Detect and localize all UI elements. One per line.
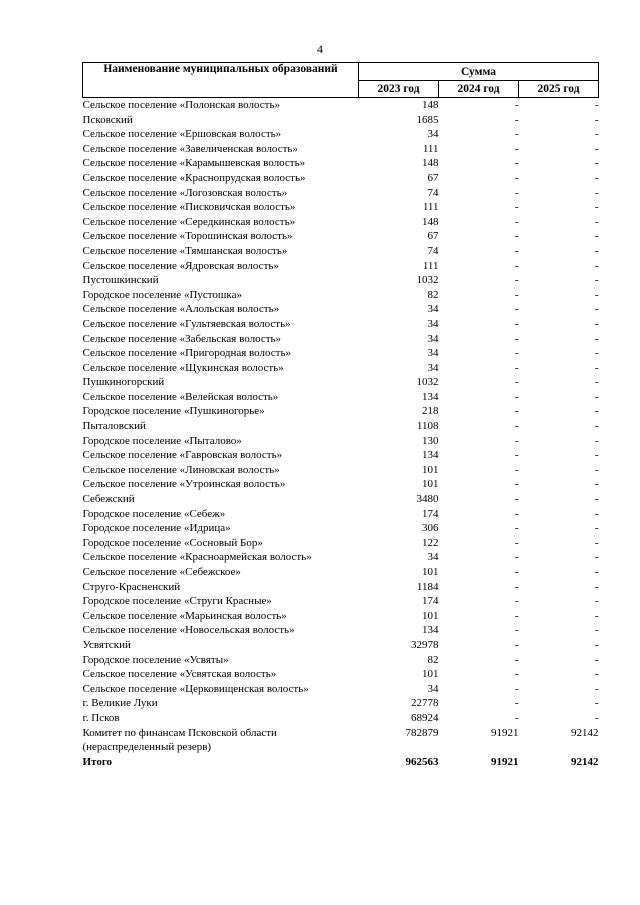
row-value-2025: - (594, 171, 599, 184)
row-value-2023: 101 (422, 566, 439, 578)
table-row (83, 142, 599, 157)
table-row (83, 200, 599, 215)
row-value-2024: - (514, 142, 519, 155)
row-value-2025: - (594, 493, 599, 506)
table-row (83, 229, 599, 244)
row-value-2025: - (594, 274, 599, 287)
row-value-2025: - (594, 463, 599, 476)
row-value-2024: - (514, 390, 519, 403)
row-name: Сельское поселение «Писковичская волость» (82, 201, 296, 214)
row-name: Сельское поселение «Ершовская волость» (82, 128, 282, 141)
row-value-2025: - (594, 186, 599, 199)
row-name: Сельское поселение «Гавровская волость» (82, 449, 283, 462)
row-value-2023: 1108 (416, 420, 439, 433)
row-name: Сельское поселение «Линовская волость» (82, 463, 280, 476)
row-value-2024: - (514, 653, 519, 666)
table-row (83, 346, 599, 361)
row-value-2024: - (514, 449, 519, 462)
table-row (83, 288, 599, 303)
row-value-2024: - (514, 668, 519, 681)
row-value-2023: 34 (427, 332, 439, 345)
row-value-2025: - (594, 668, 599, 681)
row-name: Сельское поселение «Середкинская волость» (82, 215, 296, 228)
total-value-2025: 92142 (571, 755, 599, 768)
row-value-2024: - (514, 274, 519, 287)
row-value-2025: - (594, 390, 599, 403)
table-row (83, 507, 599, 522)
row-value-2024: - (514, 99, 519, 111)
row-value-2025: - (594, 522, 599, 535)
table-row (83, 565, 599, 580)
row-value-2024: - (514, 566, 519, 578)
table-row (83, 682, 599, 697)
table-row (83, 404, 599, 419)
table-header (83, 63, 599, 98)
row-value-2025: - (594, 566, 599, 578)
row-value-2024: 91921 (491, 726, 519, 739)
header-sum: Сумма (359, 63, 599, 81)
row-value-2023: 34 (427, 682, 439, 695)
row-value-2025: - (594, 288, 599, 301)
row-value-2023: 1184 (416, 580, 439, 593)
table-row (83, 594, 599, 609)
row-name: Струго-Красненский (82, 580, 181, 593)
row-value-2025: - (594, 536, 599, 549)
row-value-2023: 782879 (405, 726, 439, 739)
row-name: Городское поселение «Усвяты» (82, 653, 229, 666)
row-value-2023: 68924 (411, 711, 439, 724)
row-value-2023: 148 (422, 215, 439, 228)
table-row (83, 361, 599, 376)
row-name: Сельское поселение «Пригородная волость» (82, 347, 292, 360)
row-value-2024: - (514, 186, 519, 199)
table-row (83, 667, 599, 682)
row-value-2025: - (594, 347, 599, 360)
row-name: Сельское поселение «Торошинская волость» (82, 230, 293, 243)
row-value-2023: 34 (427, 317, 439, 330)
table-row (83, 536, 599, 551)
row-value-2024: - (514, 259, 519, 272)
row-value-2024: - (514, 434, 519, 447)
row-value-2025: - (594, 507, 599, 520)
row-value-2023: 101 (422, 478, 439, 491)
row-value-2023: 67 (427, 230, 439, 243)
table-row (83, 638, 599, 653)
table-row-reserve (83, 726, 599, 755)
row-name: Сельское поселение «Завеличенская волость» (82, 142, 298, 155)
row-name: Псковский (82, 113, 133, 126)
row-name: Городское поселение «Пыталово» (82, 434, 242, 447)
table-row (83, 171, 599, 186)
row-name: г. Псков (82, 711, 120, 724)
row-value-2023: 148 (422, 99, 439, 111)
row-value-2024: - (514, 522, 519, 535)
row-value-2024: - (514, 463, 519, 476)
row-value-2025: - (594, 99, 599, 111)
row-name: Пыталовский (82, 420, 146, 433)
row-name: Городское поселение «Струги Красные» (82, 595, 272, 608)
row-value-2024: - (514, 215, 519, 228)
table-row (83, 477, 599, 492)
row-value-2024: - (514, 128, 519, 141)
row-value-2023: 74 (427, 186, 439, 199)
row-name: Сельское поселение «Велейская волость» (82, 390, 279, 403)
row-name: Сельское поселение «Щукинская волость» (82, 361, 284, 374)
table-row (83, 580, 599, 595)
row-value-2025: - (594, 682, 599, 695)
row-name: Сельское поселение «Забельская волость» (82, 332, 282, 345)
row-value-2025: - (594, 128, 599, 141)
row-value-2025: - (594, 361, 599, 374)
row-value-2023: 134 (422, 449, 439, 462)
row-value-2025: - (594, 711, 599, 724)
row-name: Сельское поселение «Логозовская волость» (82, 186, 288, 199)
row-name: Городское поселение «Себеж» (82, 507, 226, 520)
row-value-2023: 174 (422, 595, 439, 608)
row-value-2023: 306 (422, 522, 439, 535)
table-row (83, 623, 599, 638)
row-name: Городское поселение «Пушкиногорье» (82, 405, 265, 418)
table-row (83, 448, 599, 463)
row-value-2023: 34 (427, 303, 439, 316)
table-row (83, 521, 599, 536)
row-value-2025: - (594, 157, 599, 170)
row-value-2024: - (514, 230, 519, 243)
row-name: Городское поселение «Пустошка» (82, 288, 242, 301)
row-name: Сельское поселение «Карамышевская волость» (82, 157, 306, 170)
row-value-2023: 111 (422, 201, 439, 214)
row-name (83, 726, 359, 755)
row-value-2025: - (594, 420, 599, 433)
table-row (83, 98, 599, 113)
row-name: Сельское поселение «Новосельская волость» (82, 624, 295, 637)
row-name: Сельское поселение «Ядровская волость» (82, 259, 279, 272)
row-value-2023: 130 (422, 434, 439, 447)
row-value-2024: - (514, 478, 519, 491)
row-value-2023: 74 (427, 244, 439, 257)
row-value-2024: - (514, 244, 519, 257)
page-number: 4 (317, 42, 323, 56)
row-value-2025: - (594, 142, 599, 155)
row-value-2023: 101 (422, 463, 439, 476)
row-value-2023: 34 (427, 347, 439, 360)
row-value-2025: - (594, 332, 599, 345)
row-value-2025: - (594, 653, 599, 666)
row-value-2024: - (514, 405, 519, 418)
table-row (83, 434, 599, 449)
row-name: Сельское поселение «Полонская волость» (82, 99, 281, 111)
row-value-2025: - (594, 434, 599, 447)
table-row (83, 215, 599, 230)
row-value-2025: - (594, 595, 599, 608)
row-name: Сельское поселение «Церковищенская волость» (82, 682, 309, 695)
header-year-2024: 2024 год (439, 81, 519, 98)
table-row (83, 302, 599, 317)
reserve-name-line1: Комитет по финансам Псковской области (82, 726, 277, 739)
row-value-2023: 101 (422, 609, 439, 622)
row-value-2023: 3480 (416, 493, 439, 506)
row-value-2024: - (514, 493, 519, 506)
row-value-2025: - (594, 259, 599, 272)
row-value-2023: 67 (427, 171, 439, 184)
row-value-2025: - (594, 551, 599, 564)
row-name: Сельское поселение «Себежское» (82, 566, 241, 578)
row-value-2024: - (514, 551, 519, 564)
total-value-2023: 962563 (405, 755, 439, 768)
reserve-name-line2: (нераспределенный резерв) (82, 741, 212, 754)
table-row (83, 696, 599, 711)
row-value-2023: 34 (427, 361, 439, 374)
row-value-2025: - (594, 697, 599, 710)
row-name: Сельское поселение «Марьинская волость» (82, 609, 287, 622)
row-value-2025: - (594, 317, 599, 330)
table-row (83, 492, 599, 507)
row-value-2025: - (594, 449, 599, 462)
table-row (83, 609, 599, 624)
total-label: Итого (82, 755, 113, 768)
row-value-2025: - (594, 478, 599, 491)
row-name: Усвятский (82, 638, 131, 651)
table-row (83, 419, 599, 434)
table-row (83, 244, 599, 259)
table-row (83, 550, 599, 565)
row-value-2023: 134 (422, 390, 439, 403)
table-row (83, 375, 599, 390)
row-value-2024: - (514, 624, 519, 637)
row-value-2023: 122 (422, 536, 439, 549)
row-value-2025: - (594, 638, 599, 651)
row-value-2024: - (514, 711, 519, 724)
row-value-2025: - (594, 303, 599, 316)
row-value-2024: - (514, 157, 519, 170)
row-name: Городское поселение «Идрица» (82, 522, 231, 535)
row-name: Сельское поселение «Тямшанская волость» (82, 244, 288, 257)
table-row (83, 113, 599, 128)
row-value-2024: - (514, 638, 519, 651)
table-body (83, 98, 599, 770)
row-value-2023: 34 (427, 551, 439, 564)
header-year-2023: 2023 год (359, 81, 439, 98)
row-value-2025: - (594, 230, 599, 243)
budget-table (82, 62, 599, 769)
row-value-2024: - (514, 288, 519, 301)
row-value-2025: - (594, 376, 599, 389)
row-value-2025: - (594, 215, 599, 228)
row-value-2024: - (514, 332, 519, 345)
table-row (83, 259, 599, 274)
table-row (83, 273, 599, 288)
table-row (83, 463, 599, 478)
row-value-2024: - (514, 682, 519, 695)
row-value-2024: - (514, 507, 519, 520)
table-row (83, 127, 599, 142)
row-value-2025: - (594, 580, 599, 593)
header-year-2025: 2025 год (519, 81, 599, 98)
row-value-2023: 1685 (416, 113, 439, 126)
row-name: Сельское поселение «Красноармейская волость» (82, 551, 312, 564)
row-value-2024: - (514, 201, 519, 214)
row-value-2023: 1032 (416, 376, 439, 389)
row-name: Сельское поселение «Утроинская волость» (82, 478, 286, 491)
row-name: Сельское поселение «Алольская волость» (82, 303, 280, 316)
row-name: Пушкиногорский (82, 376, 165, 389)
row-value-2025: - (594, 624, 599, 637)
table-row (83, 317, 599, 332)
row-name: Сельское поселение «Гультяевская волость» (82, 317, 291, 330)
row-value-2024: - (514, 361, 519, 374)
row-value-2023: 1032 (416, 274, 439, 287)
table-row (83, 186, 599, 201)
row-name: Сельское поселение «Краснопрудская волость» (82, 171, 306, 184)
row-value-2023: 174 (422, 507, 439, 520)
row-value-2023: 34 (427, 128, 439, 141)
row-value-2024: - (514, 420, 519, 433)
table-row-total (83, 755, 599, 770)
table-row (83, 156, 599, 171)
row-value-2023: 134 (422, 624, 439, 637)
row-value-2025: 92142 (571, 726, 599, 739)
row-name: г. Великие Луки (82, 697, 158, 710)
row-value-2024: - (514, 347, 519, 360)
row-value-2025: - (594, 244, 599, 257)
row-name: Себежский (82, 493, 135, 506)
header-name-column: Наименование муниципальных образований (83, 63, 359, 98)
row-value-2025: - (594, 113, 599, 126)
row-value-2023: 111 (422, 142, 439, 155)
row-value-2023: 101 (422, 668, 439, 681)
row-value-2024: - (514, 580, 519, 593)
table-row (83, 332, 599, 347)
row-value-2024: - (514, 609, 519, 622)
row-value-2023: 148 (422, 157, 439, 170)
total-value-2024: 91921 (491, 755, 519, 768)
row-value-2023: 111 (422, 259, 439, 272)
row-name: Городское поселение «Сосновый Бор» (82, 536, 263, 549)
row-value-2024: - (514, 303, 519, 316)
row-value-2024: - (514, 595, 519, 608)
table-row (83, 711, 599, 726)
row-value-2023: 82 (427, 653, 439, 666)
row-value-2024: - (514, 171, 519, 184)
row-value-2024: - (514, 376, 519, 389)
row-value-2023: 32978 (411, 638, 439, 651)
row-name: Пустошкинский (82, 274, 159, 287)
row-value-2025: - (594, 405, 599, 418)
row-value-2025: - (594, 609, 599, 622)
row-value-2025: - (594, 201, 599, 214)
row-value-2024: - (514, 113, 519, 126)
row-value-2024: - (514, 536, 519, 549)
row-value-2024: - (514, 317, 519, 330)
row-value-2024: - (514, 697, 519, 710)
row-value-2023: 82 (427, 288, 439, 301)
row-value-2023: 218 (422, 405, 439, 418)
table-row (83, 653, 599, 668)
row-value-2023: 22778 (411, 697, 439, 710)
row-name: Сельское поселение «Усвятская волость» (82, 668, 277, 681)
table-row (83, 390, 599, 405)
